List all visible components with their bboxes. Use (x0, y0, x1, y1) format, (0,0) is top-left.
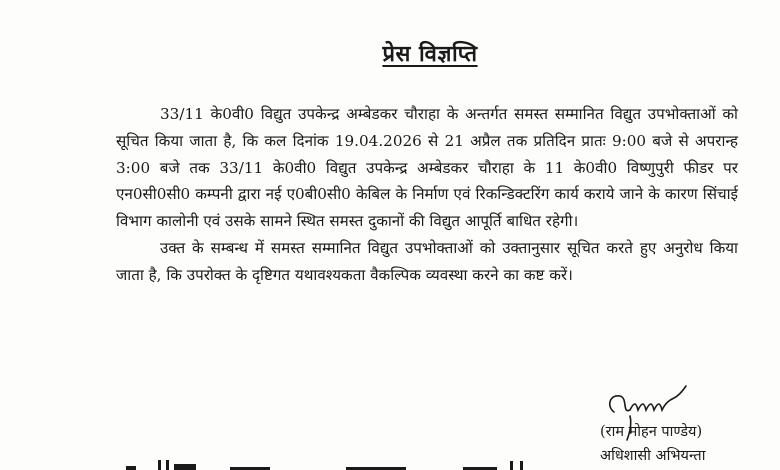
signatory-name: (राम मोहन पाण्डेय) (600, 424, 703, 440)
notice-title: प्रेस विज्ञप्ति (382, 41, 478, 67)
cut-off-text-line (118, 458, 538, 470)
notice-paragraph-1: 33/11 के0वी0 विद्युत उपकेन्द्र अम्बेडकर चौराहा के अन्तर्गत समस्त सम्मानित विद्युत उपभोक्ताओं को सूचित किया जाता है, कि कल दिनांक 19.04.2026 से 21 अप्रैल तक प्रतिदिन प्रातः 9:00 बजे से अपरान्ह 3:00 बजे तक 33/11 के0वी0 विद्युत उपकेन्द्र अम्बेडकर चौराहा के 11 के0वी0 विष्णुपुरी फीडर पर एन0सी0सी0 कम्पनी द्वारा नई ए0बी0सी0 केबिल के निर्माण एवं रिकन्डिक्टरिंग कार्य कराये जाने के कारण सिंचाई विभाग कालोनी एवं उसके सामने स्थित समस्त दुकानों की विद्युत आपूर्ति बाधित रहेगी। (116, 105, 738, 231)
signatory-designation: अधिशासी अभियन्ता (600, 448, 706, 464)
notice-body (116, 101, 738, 289)
notice-paragraph-2: उक्त के सम्बन्ध में समस्त सम्मानित विद्युत उपभोक्ताओं को उक्तानुसार सूचित करते हुए अनुरोध किया जाता है, कि उपरोक्त के दृष्टिगत यथावश्यकता वैकल्पिक व्यवस्था करने का कष्ट करें। (116, 238, 738, 284)
